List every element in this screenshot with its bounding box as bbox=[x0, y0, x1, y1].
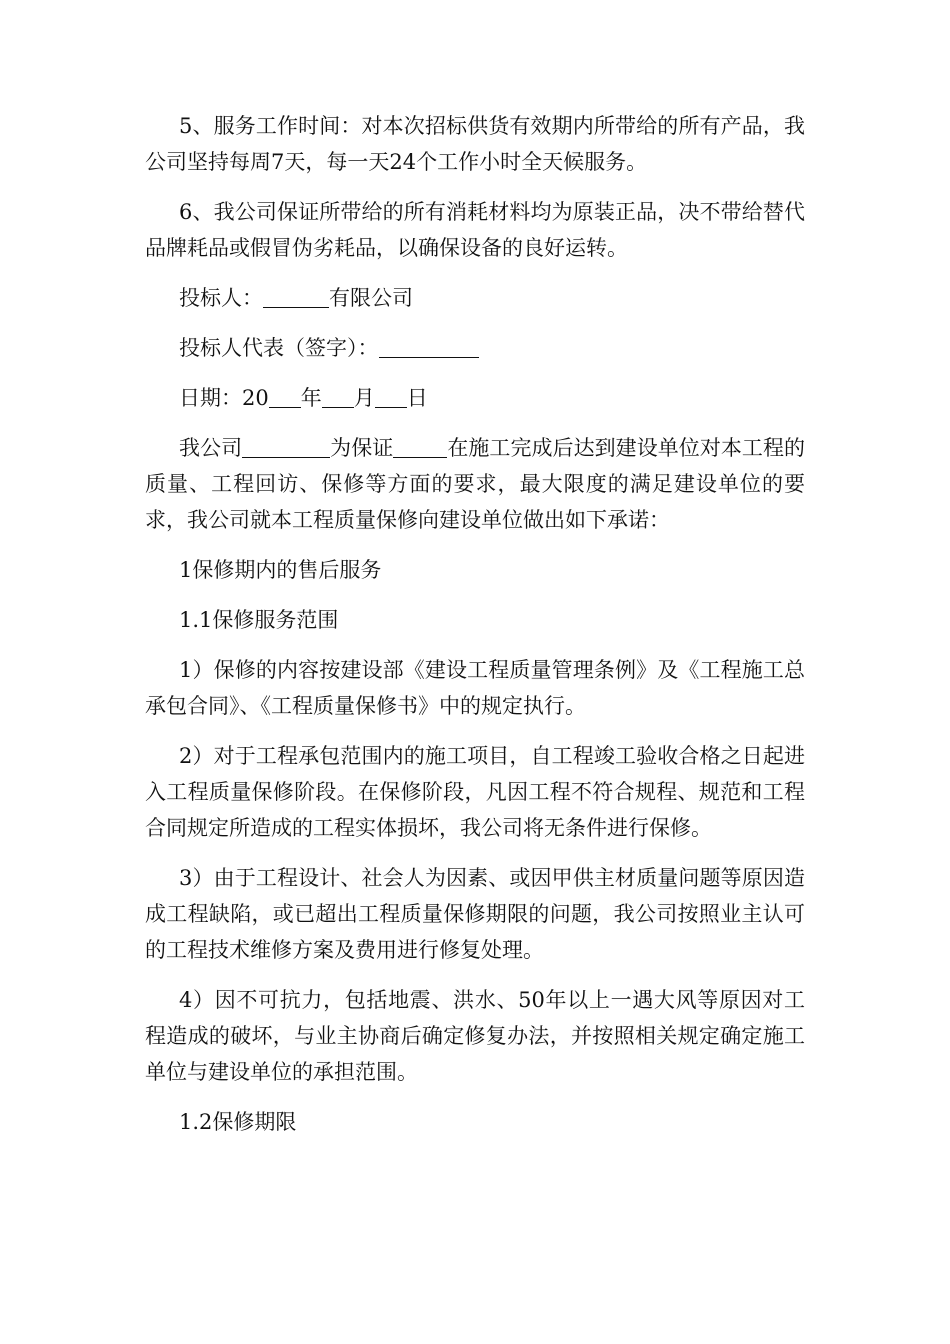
document-body bbox=[145, 108, 805, 1154]
date-year: 年 bbox=[300, 386, 322, 410]
commitment-paragraph bbox=[145, 430, 805, 538]
list-item: 2）对于工程承包范围内的施工项目，自工程竣工验收合格之日起进入工程质量保修阶段。在保修阶段，凡因工程不符合规程、规范和工程合同规定所造成的工程实体损坏，我公司将无条件进行保修。 bbox=[145, 744, 805, 840]
bidder-label: 投标人： bbox=[179, 286, 263, 310]
section-heading-warranty-service: 1保修期内的售后服务 bbox=[179, 558, 382, 582]
section-heading-warranty-scope: 1.1保修服务范围 bbox=[179, 608, 339, 632]
project-blank bbox=[393, 435, 447, 458]
list-item: 3）由于工程设计、社会人为因素、或因甲供主材质量问题等原因造成工程缺陷，或已超出工程质量保修期限的问题，我公司按照业主认可的工程技术维修方案及费用进行修复处理。 bbox=[145, 866, 805, 962]
commitment-part2: 为保证 bbox=[330, 436, 394, 460]
date-day: 日 bbox=[406, 386, 428, 410]
paragraph-consumables: 6、我公司保证所带给的所有消耗材料均为原装正品，决不带给替代品牌耗品或假冒伪劣耗品，以确保设备的良好运转。 bbox=[145, 200, 805, 260]
bidder-suffix: 有限公司 bbox=[329, 286, 413, 310]
paragraph-service-hours: 5、服务工作时间：对本次招标供货有效期内所带给的所有产品，我公司坚持每周7天，每一天24个工作小时全天候服务。 bbox=[145, 114, 805, 174]
bidder-name-blank bbox=[263, 285, 329, 308]
section-heading-warranty-period: 1.2保修期限 bbox=[179, 1110, 297, 1134]
day-blank bbox=[375, 385, 407, 408]
commitment-part1: 我公司 bbox=[179, 436, 243, 460]
date-line bbox=[145, 380, 805, 416]
month-blank bbox=[322, 385, 354, 408]
signature-blank bbox=[379, 335, 479, 358]
date-label: 日期：20 bbox=[179, 386, 269, 410]
commitment-part3: 在施工完成后达到建设单位对本工程的质量、工程回访、保修等方面的要求，最大限度的满足建设单位的要求，我公司就本工程质量保修向建设单位做出如下承诺： bbox=[145, 436, 806, 532]
year-blank bbox=[269, 385, 301, 408]
date-month: 月 bbox=[353, 386, 375, 410]
company-blank bbox=[242, 435, 330, 458]
bidder-rep-label: 投标人代表（签字）： bbox=[179, 336, 379, 360]
list-item: 4）因不可抗力，包括地震、洪水、50年以上一遇大风等原因对工程造成的破坏，与业主协商后确定修复办法，并按照相关规定确定施工单位与建设单位的承担范围。 bbox=[145, 988, 805, 1084]
list-item: 1）保修的内容按建设部《建设工程质量管理条例》及《工程施工总承包合同》、《工程质量保修书》中的规定执行。 bbox=[145, 658, 805, 718]
bidder-line bbox=[145, 280, 805, 316]
bidder-rep-line bbox=[145, 330, 805, 366]
